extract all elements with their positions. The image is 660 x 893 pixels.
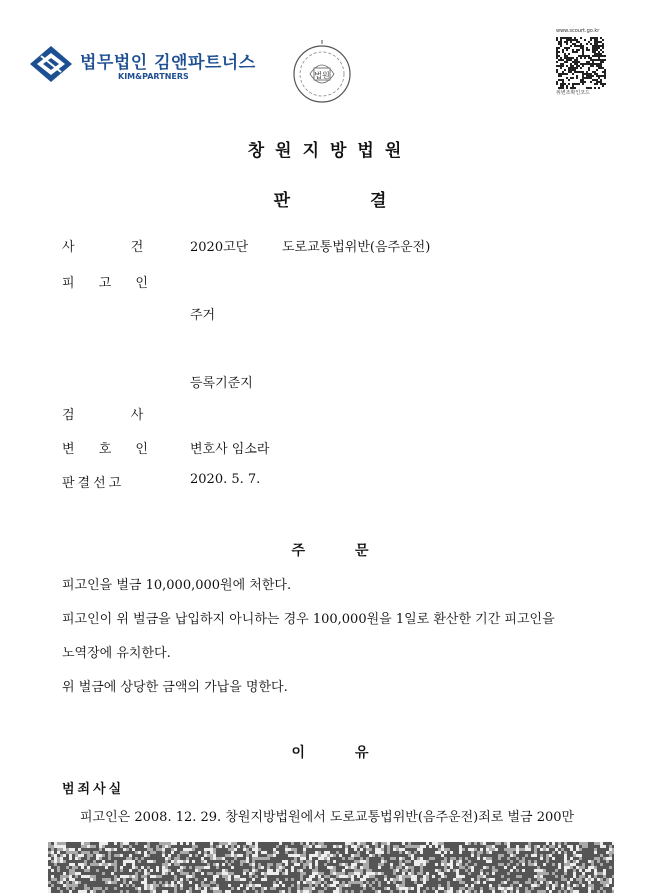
order-heading-char-2: 문: [355, 543, 369, 559]
order-paragraph: 피고인이 위 벌금을 납입하지 아니하는 경우 100,000원을 1일로 환산한 기간 피고인을: [62, 612, 555, 627]
counsel-label: 변 호 인: [62, 442, 158, 457]
redacted-block: [48, 842, 614, 893]
crime-facts-heading: 범죄사실: [62, 782, 125, 797]
court-name: 창원지방법원: [247, 141, 413, 161]
firm-logo-icon: [28, 44, 74, 84]
firm-name: 법무법인 김앤파트너스: [80, 53, 256, 73]
seal-text: 법원: [314, 71, 330, 80]
sentence-date-value: 2020. 5. 7.: [190, 472, 261, 487]
reasons-heading: [0, 742, 660, 762]
document-title: [0, 186, 660, 211]
order-paragraph: 피고인을 벌금 10,000,000원에 처한다.: [62, 578, 292, 593]
document-title-char-2: 결: [370, 191, 387, 211]
case-label: 사 건: [62, 240, 170, 255]
case-charge: 도로교통법위반(음주운전): [282, 240, 431, 255]
sentence-date-label: 판결선고: [62, 476, 125, 491]
order-paragraph: 노역장에 유치한다.: [62, 646, 171, 661]
defendant-label: 피 고 인: [62, 276, 158, 291]
order-heading-char-1: 주: [291, 543, 305, 559]
case-number: 2020고단: [190, 240, 249, 255]
reasons-heading-char-1: 이: [291, 745, 305, 761]
verification-url: www.scourt.go.kr: [556, 28, 600, 34]
court-seal-icon: [290, 38, 354, 106]
reasons-heading-char-2: 유: [355, 745, 369, 761]
residence-label: 주거: [190, 308, 216, 323]
prosecutor-label: 검 사: [62, 408, 170, 423]
registration-label: 등록기준지: [190, 376, 253, 391]
order-paragraph: 위 벌금에 상당한 금액의 가납을 명한다.: [62, 680, 288, 695]
firm-name-english: KIM&PARTNERS: [118, 72, 189, 81]
crime-facts-text: 피고인은 2008. 12. 29. 창원지방법원에서 도로교통법위반(음주운전)죄로 벌금 200만: [80, 810, 575, 825]
qr-caption: 위변조확인코드: [556, 90, 590, 96]
qr-code-icon: [556, 37, 606, 89]
document-title-char-1: 판: [273, 191, 290, 211]
counsel-value: 변호사 임소라: [190, 442, 270, 457]
order-heading: [0, 540, 660, 560]
